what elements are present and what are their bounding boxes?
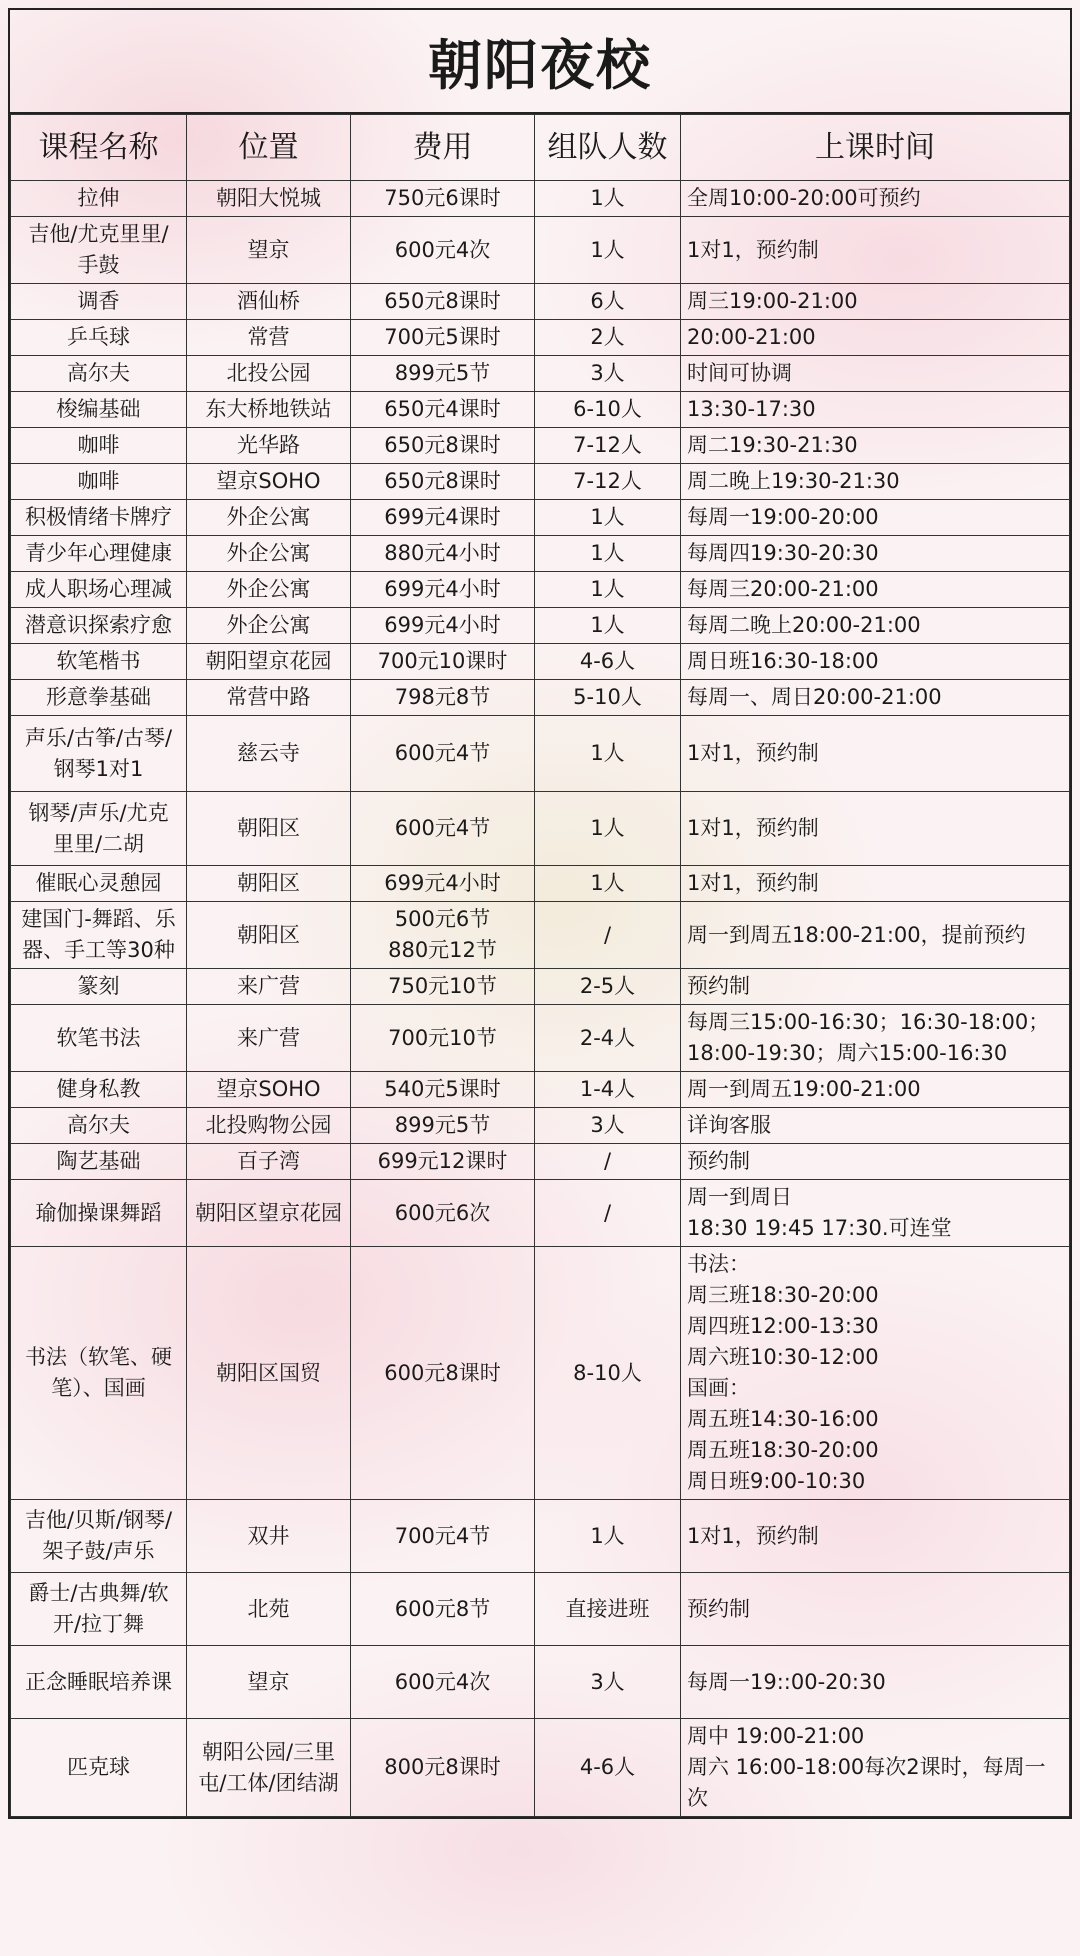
cell-team-size: 3人 bbox=[535, 1646, 681, 1719]
cell-course-name: 拉伸 bbox=[11, 181, 187, 217]
cell-class-time: 预约制 bbox=[681, 1144, 1070, 1180]
table-row bbox=[11, 500, 1070, 536]
cell-class-time: 书法： 周三班18:30-20:00 周四班12:00-13:30 周六班10:30-12:00 国画： 周五班14:30-16:00 周五班18:30-20:00 周日班9:00-10:30 bbox=[681, 1247, 1070, 1500]
cell-class-time: 1对1，预约制 bbox=[681, 217, 1070, 284]
cell-team-size: 2人 bbox=[535, 320, 681, 356]
cell-class-time: 预约制 bbox=[681, 1573, 1070, 1646]
cell-fee: 750元10节 bbox=[351, 969, 535, 1005]
cell-fee: 700元4节 bbox=[351, 1500, 535, 1573]
table-row bbox=[11, 1144, 1070, 1180]
cell-team-size: / bbox=[535, 1180, 681, 1247]
cell-class-time: 1对1，预约制 bbox=[681, 716, 1070, 792]
cell-location: 朝阳区国贸 bbox=[187, 1247, 351, 1500]
cell-team-size: 1人 bbox=[535, 181, 681, 217]
cell-location: 来广营 bbox=[187, 969, 351, 1005]
cell-course-name: 爵士/古典舞/软 开/拉丁舞 bbox=[11, 1573, 187, 1646]
cell-team-size: 1人 bbox=[535, 500, 681, 536]
cell-team-size: 1人 bbox=[535, 866, 681, 902]
table-row bbox=[11, 536, 1070, 572]
cell-class-time: 周二晚上19:30-21:30 bbox=[681, 464, 1070, 500]
cell-class-time: 1对1，预约制 bbox=[681, 866, 1070, 902]
cell-location: 朝阳区望京花园 bbox=[187, 1180, 351, 1247]
table-row bbox=[11, 320, 1070, 356]
cell-course-name: 高尔夫 bbox=[11, 356, 187, 392]
cell-class-time: 周三19:00-21:00 bbox=[681, 284, 1070, 320]
table-row bbox=[11, 1180, 1070, 1247]
cell-class-time: 每周二晚上20:00-21:00 bbox=[681, 608, 1070, 644]
cell-team-size: / bbox=[535, 902, 681, 969]
cell-team-size: 1-4人 bbox=[535, 1072, 681, 1108]
cell-team-size: 1人 bbox=[535, 217, 681, 284]
cell-fee: 600元6次 bbox=[351, 1180, 535, 1247]
cell-course-name: 乒乓球 bbox=[11, 320, 187, 356]
cell-fee: 699元4小时 bbox=[351, 866, 535, 902]
cell-location: 朝阳大悦城 bbox=[187, 181, 351, 217]
cell-location: 北投公园 bbox=[187, 356, 351, 392]
header-course-name: 课程名称 bbox=[11, 115, 187, 181]
cell-course-name: 梭编基础 bbox=[11, 392, 187, 428]
cell-team-size: 4-6人 bbox=[535, 1719, 681, 1817]
cell-fee: 650元8课时 bbox=[351, 284, 535, 320]
cell-course-name: 成人职场心理减 bbox=[11, 572, 187, 608]
cell-location: 北苑 bbox=[187, 1573, 351, 1646]
cell-course-name: 钢琴/声乐/尤克 里里/二胡 bbox=[11, 792, 187, 866]
table-row bbox=[11, 1072, 1070, 1108]
cell-fee: 600元4节 bbox=[351, 716, 535, 792]
page-title: 朝阳夜校 bbox=[10, 10, 1070, 114]
cell-fee: 699元4课时 bbox=[351, 500, 535, 536]
cell-location: 望京SOHO bbox=[187, 464, 351, 500]
table-row bbox=[11, 1500, 1070, 1573]
cell-course-name: 软笔书法 bbox=[11, 1005, 187, 1072]
cell-course-name: 形意拳基础 bbox=[11, 680, 187, 716]
table-row bbox=[11, 1247, 1070, 1500]
table-row bbox=[11, 644, 1070, 680]
cell-course-name: 积极情绪卡牌疗 bbox=[11, 500, 187, 536]
table-row bbox=[11, 902, 1070, 969]
table-row bbox=[11, 1719, 1070, 1817]
cell-fee: 750元6课时 bbox=[351, 181, 535, 217]
cell-team-size: 1人 bbox=[535, 1500, 681, 1573]
cell-class-time: 每周四19:30-20:30 bbox=[681, 536, 1070, 572]
cell-team-size: 1人 bbox=[535, 716, 681, 792]
cell-fee: 700元10节 bbox=[351, 1005, 535, 1072]
cell-location: 望京SOHO bbox=[187, 1072, 351, 1108]
table-row bbox=[11, 428, 1070, 464]
cell-class-time: 详询客服 bbox=[681, 1108, 1070, 1144]
header-row bbox=[11, 115, 1070, 181]
table-row bbox=[11, 356, 1070, 392]
cell-team-size: 3人 bbox=[535, 356, 681, 392]
cell-course-name: 瑜伽操课舞蹈 bbox=[11, 1180, 187, 1247]
cell-team-size: 7-12人 bbox=[535, 464, 681, 500]
cell-fee: 798元8节 bbox=[351, 680, 535, 716]
cell-location: 望京 bbox=[187, 1646, 351, 1719]
cell-class-time: 13:30-17:30 bbox=[681, 392, 1070, 428]
cell-class-time: 周日班16:30-18:00 bbox=[681, 644, 1070, 680]
cell-fee: 699元4小时 bbox=[351, 608, 535, 644]
cell-course-name: 书法（软笔、硬 笔）、国画 bbox=[11, 1247, 187, 1500]
cell-location: 双井 bbox=[187, 1500, 351, 1573]
table-row bbox=[11, 181, 1070, 217]
cell-location: 朝阳望京花园 bbox=[187, 644, 351, 680]
cell-class-time: 周一到周五19:00-21:00 bbox=[681, 1072, 1070, 1108]
cell-fee: 650元8课时 bbox=[351, 428, 535, 464]
cell-course-name: 正念睡眠培养课 bbox=[11, 1646, 187, 1719]
cell-fee: 650元4课时 bbox=[351, 392, 535, 428]
cell-class-time: 预约制 bbox=[681, 969, 1070, 1005]
cell-location: 百子湾 bbox=[187, 1144, 351, 1180]
cell-team-size: 1人 bbox=[535, 536, 681, 572]
table-row bbox=[11, 969, 1070, 1005]
cell-fee: 650元8课时 bbox=[351, 464, 535, 500]
cell-fee: 899元5节 bbox=[351, 1108, 535, 1144]
table-row bbox=[11, 792, 1070, 866]
header-fee: 费用 bbox=[351, 115, 535, 181]
cell-class-time: 每周一19::00-20:30 bbox=[681, 1646, 1070, 1719]
cell-team-size: 2-4人 bbox=[535, 1005, 681, 1072]
cell-location: 北投购物公园 bbox=[187, 1108, 351, 1144]
table-body bbox=[11, 181, 1070, 1817]
cell-location: 外企公寓 bbox=[187, 608, 351, 644]
cell-course-name: 建国门-舞蹈、乐 器、手工等30种 bbox=[11, 902, 187, 969]
cell-fee: 600元8课时 bbox=[351, 1247, 535, 1500]
cell-course-name: 吉他/尤克里里/ 手鼓 bbox=[11, 217, 187, 284]
cell-fee: 700元10课时 bbox=[351, 644, 535, 680]
cell-location: 常营 bbox=[187, 320, 351, 356]
cell-course-name: 高尔夫 bbox=[11, 1108, 187, 1144]
course-table bbox=[10, 114, 1070, 1817]
cell-course-name: 青少年心理健康 bbox=[11, 536, 187, 572]
cell-fee: 700元5课时 bbox=[351, 320, 535, 356]
cell-team-size: 8-10人 bbox=[535, 1247, 681, 1500]
cell-team-size: 6-10人 bbox=[535, 392, 681, 428]
header-location: 位置 bbox=[187, 115, 351, 181]
cell-class-time: 周一到周五18:00-21:00，提前预约 bbox=[681, 902, 1070, 969]
cell-location: 慈云寺 bbox=[187, 716, 351, 792]
cell-fee: 699元12课时 bbox=[351, 1144, 535, 1180]
cell-fee: 899元5节 bbox=[351, 356, 535, 392]
table-row bbox=[11, 680, 1070, 716]
cell-class-time: 20:00-21:00 bbox=[681, 320, 1070, 356]
table-row bbox=[11, 1108, 1070, 1144]
cell-course-name: 咖啡 bbox=[11, 464, 187, 500]
cell-location: 外企公寓 bbox=[187, 500, 351, 536]
cell-class-time: 周中 19:00-21:00 周六 16:00-18:00每次2课时，每周一次 bbox=[681, 1719, 1070, 1817]
cell-course-name: 调香 bbox=[11, 284, 187, 320]
cell-fee: 699元4小时 bbox=[351, 572, 535, 608]
cell-course-name: 软笔楷书 bbox=[11, 644, 187, 680]
header-class-time: 上课时间 bbox=[681, 115, 1070, 181]
cell-course-name: 吉他/贝斯/钢琴/ 架子鼓/声乐 bbox=[11, 1500, 187, 1573]
cell-location: 外企公寓 bbox=[187, 572, 351, 608]
table-row bbox=[11, 716, 1070, 792]
schedule-sheet bbox=[8, 8, 1072, 1819]
cell-class-time: 全周10:00-20:00可预约 bbox=[681, 181, 1070, 217]
table-row bbox=[11, 1573, 1070, 1646]
cell-location: 望京 bbox=[187, 217, 351, 284]
cell-team-size: 直接进班 bbox=[535, 1573, 681, 1646]
table-row bbox=[11, 392, 1070, 428]
cell-team-size: 1人 bbox=[535, 572, 681, 608]
cell-location: 酒仙桥 bbox=[187, 284, 351, 320]
cell-fee: 600元4次 bbox=[351, 1646, 535, 1719]
cell-class-time: 1对1，预约制 bbox=[681, 792, 1070, 866]
cell-fee: 600元4次 bbox=[351, 217, 535, 284]
table-row bbox=[11, 608, 1070, 644]
cell-class-time: 每周三20:00-21:00 bbox=[681, 572, 1070, 608]
table-row bbox=[11, 217, 1070, 284]
cell-course-name: 陶艺基础 bbox=[11, 1144, 187, 1180]
table-row bbox=[11, 1646, 1070, 1719]
cell-team-size: 2-5人 bbox=[535, 969, 681, 1005]
cell-class-time: 每周一、周日20:00-21:00 bbox=[681, 680, 1070, 716]
cell-location: 常营中路 bbox=[187, 680, 351, 716]
table-row bbox=[11, 572, 1070, 608]
cell-fee: 540元5课时 bbox=[351, 1072, 535, 1108]
cell-location: 光华路 bbox=[187, 428, 351, 464]
cell-course-name: 催眠心灵憩园 bbox=[11, 866, 187, 902]
cell-location: 外企公寓 bbox=[187, 536, 351, 572]
cell-team-size: 4-6人 bbox=[535, 644, 681, 680]
table-row bbox=[11, 1005, 1070, 1072]
cell-team-size: 6人 bbox=[535, 284, 681, 320]
table-row bbox=[11, 464, 1070, 500]
cell-team-size: 1人 bbox=[535, 608, 681, 644]
cell-location: 朝阳区 bbox=[187, 866, 351, 902]
cell-team-size: / bbox=[535, 1144, 681, 1180]
cell-fee: 800元8课时 bbox=[351, 1719, 535, 1817]
cell-location: 来广营 bbox=[187, 1005, 351, 1072]
cell-team-size: 7-12人 bbox=[535, 428, 681, 464]
cell-team-size: 1人 bbox=[535, 792, 681, 866]
cell-class-time: 周二19:30-21:30 bbox=[681, 428, 1070, 464]
cell-class-time: 1对1，预约制 bbox=[681, 1500, 1070, 1573]
cell-fee: 600元4节 bbox=[351, 792, 535, 866]
cell-fee: 880元4小时 bbox=[351, 536, 535, 572]
cell-class-time: 时间可协调 bbox=[681, 356, 1070, 392]
cell-class-time: 周一到周日 18:30 19:45 17:30.可连堂 bbox=[681, 1180, 1070, 1247]
table-row bbox=[11, 284, 1070, 320]
table-row bbox=[11, 866, 1070, 902]
cell-course-name: 潜意识探索疗愈 bbox=[11, 608, 187, 644]
cell-location: 朝阳区 bbox=[187, 792, 351, 866]
cell-class-time: 每周三15:00-16:30；16:30-18:00； 18:00-19:30；周六15:00-16:30 bbox=[681, 1005, 1070, 1072]
cell-course-name: 声乐/古筝/古琴/ 钢琴1对1 bbox=[11, 716, 187, 792]
cell-course-name: 篆刻 bbox=[11, 969, 187, 1005]
cell-course-name: 健身私教 bbox=[11, 1072, 187, 1108]
cell-fee: 600元8节 bbox=[351, 1573, 535, 1646]
cell-course-name: 咖啡 bbox=[11, 428, 187, 464]
cell-team-size: 3人 bbox=[535, 1108, 681, 1144]
header-team-size: 组队人数 bbox=[535, 115, 681, 181]
cell-class-time: 每周一19:00-20:00 bbox=[681, 500, 1070, 536]
cell-fee: 500元6节 880元12节 bbox=[351, 902, 535, 969]
cell-course-name: 匹克球 bbox=[11, 1719, 187, 1817]
cell-location: 朝阳区 bbox=[187, 902, 351, 969]
cell-location: 朝阳公园/三里 屯/工体/团结湖 bbox=[187, 1719, 351, 1817]
cell-team-size: 5-10人 bbox=[535, 680, 681, 716]
cell-location: 东大桥地铁站 bbox=[187, 392, 351, 428]
